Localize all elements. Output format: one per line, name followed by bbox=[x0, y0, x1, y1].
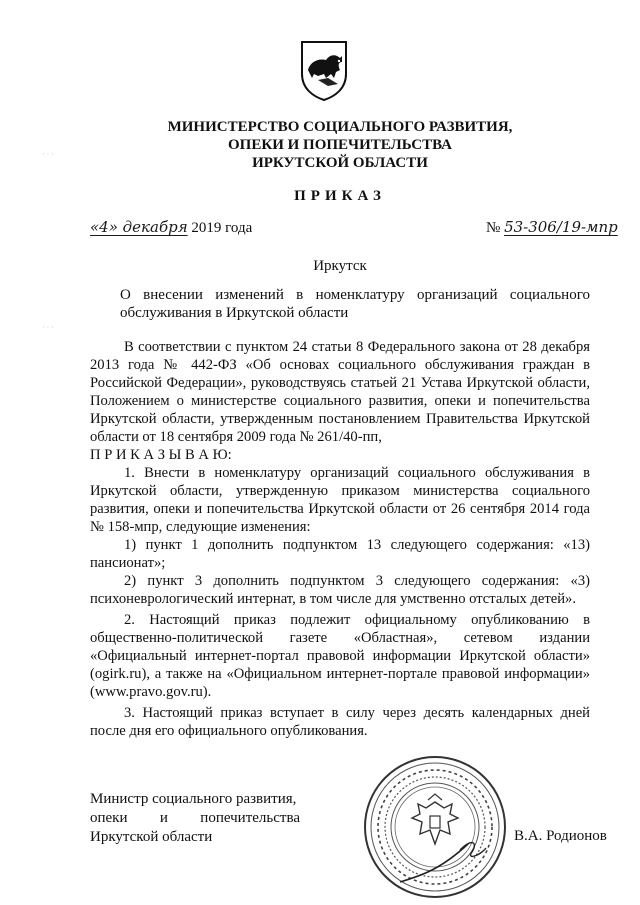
ministry-line: МИНИСТЕРСТВО СОЦИАЛЬНОГО РАЗВИТИЯ, bbox=[167, 119, 513, 135]
item-1: 1. Внести в номенклатуру организаций социального обслуживания в Иркутской области, утвержденную приказом министерства социального развития, опеки и попечительства Иркутской области от 26 сентября 2014 года № 158-мпр, следующие изменения: bbox=[90, 465, 590, 535]
official-round-seal-icon bbox=[360, 752, 510, 902]
order-year: 2019 года bbox=[191, 220, 253, 236]
ministry-line: ИРКУТСКОЙ ОБЛАСТИ bbox=[252, 155, 428, 171]
scan-artifact: · · · bbox=[42, 150, 54, 159]
signer-position-line: Иркутской области bbox=[90, 829, 213, 845]
irkutsk-coat-of-arms-icon bbox=[298, 40, 350, 102]
preamble-paragraph: В соответствии с пунктом 24 статьи 8 Федерального закона от 28 декабря 2013 года № 442-ФЗ «Об основах социального обслуживания граждан в Российской Федерации», руководствуясь статьей 21 Устава Иркутской области, Положением о министерстве социального развития, опеки и попечительства Иркутской области, утвержденным постановлением Правительства Иркутской области от 18 сентября 2009 года № 261/40-пп, bbox=[90, 339, 590, 445]
order-word: П Р И К А З Ы В А Ю: bbox=[90, 447, 232, 463]
signer-position-line: опеки и попечительства bbox=[90, 810, 300, 826]
item-3: 3. Настоящий приказ вступает в силу через десять календарных дней после дня его официального опубликования. bbox=[90, 705, 590, 739]
handwritten-number: 53-306/19-мпр bbox=[504, 218, 618, 236]
number-sign: № bbox=[486, 220, 501, 236]
order-number bbox=[486, 218, 618, 237]
order-city: Иркутск bbox=[313, 258, 367, 274]
item-1-1: 1) пункт 1 дополнить подпунктом 13 следующего содержания: «13) пансионат»; bbox=[90, 537, 590, 571]
signer-position-line: Министр социального развития, bbox=[90, 791, 297, 807]
order-date bbox=[90, 218, 252, 237]
scan-artifact: · · · bbox=[42, 323, 54, 332]
ministry-line: ОПЕКИ И ПОПЕЧИТЕЛЬСТВА bbox=[228, 137, 452, 153]
ministry-header bbox=[120, 118, 560, 172]
order-subject: О внесении изменений в номенклатуру организаций социального обслуживания в Иркутской области bbox=[120, 287, 590, 321]
signer-name: В.А. Родионов bbox=[514, 828, 607, 844]
document-type: ПРИКАЗ bbox=[294, 188, 386, 204]
handwritten-date: «4» декабря bbox=[90, 218, 188, 236]
item-2: 2. Настоящий приказ подлежит официальному опубликованию в общественно-политической газете «Областная», сетевом издании «Официальный интернет-портал правовой информации Иркутской области» (ogirk.ru), а также на «Официальном интернет-портале правовой информации» (www.pravo.gov.ru). bbox=[90, 612, 590, 700]
item-1-2: 2) пункт 3 дополнить подпунктом 3 следующего содержания: «3) психоневрологический интернат, в том числе для умственно отсталых детей». bbox=[90, 573, 590, 607]
order-body bbox=[90, 338, 590, 740]
signer-position bbox=[90, 790, 300, 847]
